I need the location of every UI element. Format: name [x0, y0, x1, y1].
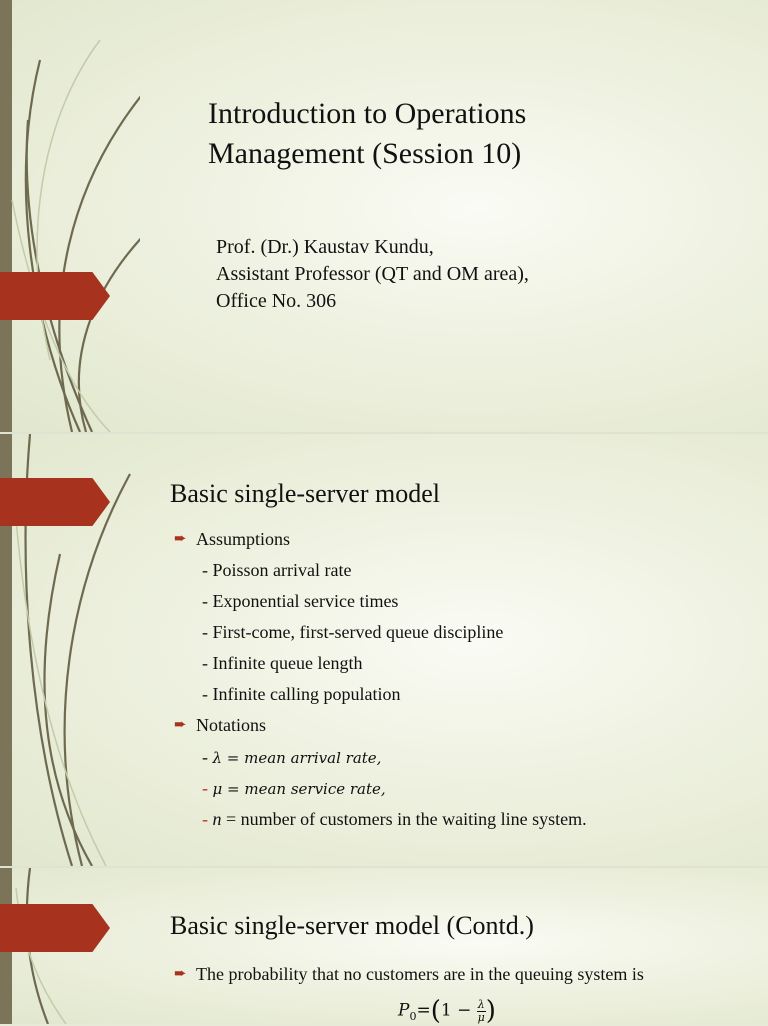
formula-subscript: 0 — [409, 1009, 417, 1023]
notations-label: Notations — [196, 715, 266, 735]
title-line: Introduction to Operations — [208, 97, 527, 130]
model-contd-slide — [0, 868, 768, 1024]
notation-text: = mean service rate, — [222, 780, 386, 798]
formula-lhs: P — [398, 1000, 410, 1021]
arrow-bullet-icon: ➨ — [174, 966, 187, 982]
notation-prefix: - — [202, 809, 213, 829]
notation-prefix: - — [202, 747, 213, 767]
assumptions-label: Assumptions — [196, 529, 291, 549]
accent-tab — [0, 904, 110, 952]
formula-numerator: λ — [477, 997, 485, 1011]
notation-prefix: - — [202, 778, 213, 798]
notation-item — [202, 745, 381, 770]
slide-title: Basic single-server model (Contd.) — [170, 911, 534, 940]
probability-formula: $P_0=(1$ − $\frac{\lambda}{\mu}$ ) — [398, 996, 496, 1026]
notation-text: = mean arrival rate, — [222, 749, 382, 767]
decorative-curves — [0, 0, 140, 432]
list-item: - Poisson arrival rate — [202, 560, 352, 580]
author-block — [216, 234, 529, 315]
bullet-text: The probability that no customers are in the queuing system is — [196, 964, 644, 984]
accent-tab — [0, 272, 110, 320]
author-name: Prof. (Dr.) Kaustav Kundu, — [216, 236, 434, 258]
slide-title: Basic single-server model — [170, 479, 441, 508]
notation-symbol: μ — [212, 780, 223, 798]
formula-fraction — [477, 999, 486, 1024]
arrow-bullet-icon: ➨ — [174, 531, 187, 547]
slide-title — [208, 94, 526, 174]
formula-denominator: μ — [477, 1010, 485, 1024]
notation-item — [202, 807, 587, 831]
accent-tab — [0, 478, 110, 526]
notation-item — [202, 776, 386, 801]
list-item: - Infinite calling population — [202, 684, 401, 704]
formula-one: 1 − — [440, 1000, 477, 1021]
author-office: Office No. 306 — [216, 290, 337, 312]
list-item: - Infinite queue length — [202, 653, 363, 673]
author-role: Assistant Professor (QT and OM area), — [216, 263, 529, 285]
arrow-bullet-icon: ➨ — [174, 717, 187, 733]
notation-text: = number of customers in the waiting line system. — [221, 809, 587, 829]
formula-equals: = — [416, 1000, 431, 1021]
notation-symbol: λ — [212, 749, 223, 767]
title-line: Management (Session 10) — [208, 137, 522, 170]
notation-symbol: n — [212, 809, 222, 829]
list-item: - Exponential service times — [202, 591, 399, 611]
list-item: - First-come, first-served queue discipline — [202, 622, 504, 642]
title-slide — [0, 0, 768, 432]
